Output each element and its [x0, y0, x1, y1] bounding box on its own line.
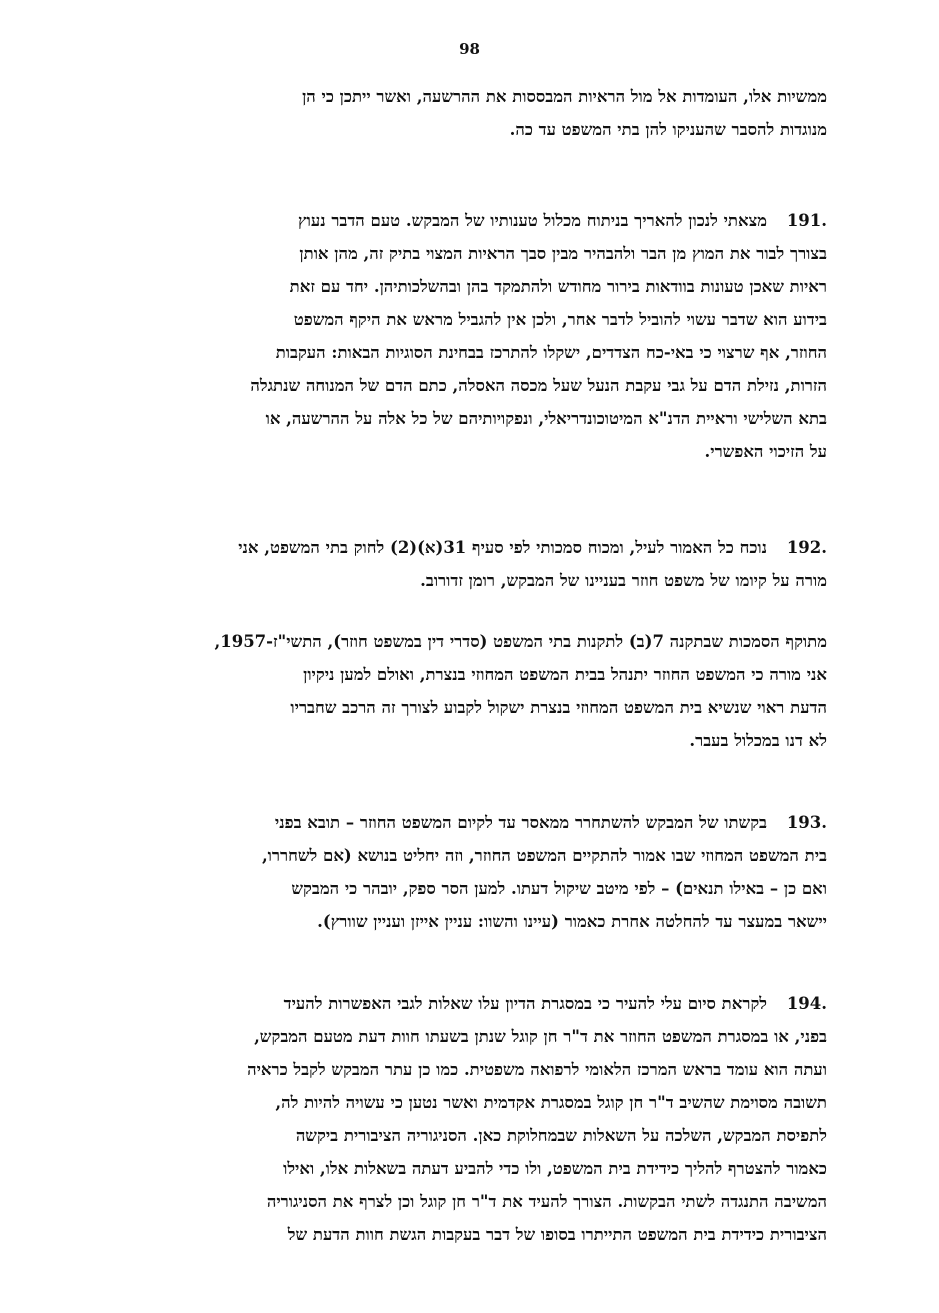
paragraph-number: 192. — [786, 538, 827, 557]
text-line: תשובה מסוימת שהשיב ד"ר חן קוגל במסגרת אקדמית ואשר נטען כי עשויה להיות לה, — [275, 1093, 827, 1112]
text-line: יישאר במעצר עד להחלטה אחרת כאמור (עיינו והשוו: עניין אייזן ועניין שוורץ). — [317, 912, 827, 931]
text-line: לתפיסת המבקש, השלכה על השאלות שבמחלוקת כאן. הסניגוריה הציבורית ביקשה — [295, 1126, 827, 1145]
paragraph-order-venue — [117, 625, 827, 757]
text-line: כאמור להצטרף להליך כידידת בית המשפט, ולו כדי להביע דעתה בשאלות אלו, ואילו — [283, 1159, 827, 1178]
text-line: בצורך לבור את המוץ מן הבר ולהבהיר מבין סבך הראיות המצוי בתיק זה, מהן אותן — [299, 244, 827, 263]
text-line: על הזיכוי האפשרי. — [704, 442, 827, 461]
text-line: בית המשפט המחוזי שבו אמור להתקיים המשפט החוזר, וזה יחליט בנושא (אם לשחררו, — [261, 846, 827, 865]
text-line: ממשיות אלו, העומדות אל מול הראיות המבססות את ההרשעה, ואשר ייתכן כי הן — [302, 87, 827, 106]
paragraph-194 — [117, 987, 827, 1251]
text-line: נוכח כל האמור לעיל, ומכוח סמכותי לפי סעיף 31(א)(2) לחוק בתי המשפט, אני — [238, 538, 767, 557]
text-line: מורה על קיומו של משפט חוזר בעניינו של המבקש, רומן זדורוב. — [420, 571, 827, 590]
paragraph-number: 194. — [786, 994, 827, 1013]
text-line: ראיות שאכן טעונות בוודאות בירור מחודש ולהתמקד בהן ובהשלכותיהן. יחד עם זאת — [289, 277, 827, 296]
text-line: בפני, או במסגרת המשפט החוזר את ד"ר חן קוגל שנתן בשעתו חוות דעת מטעם המבקש, — [254, 1027, 827, 1046]
text-line-with-number — [117, 806, 827, 839]
text-line-with-number — [117, 987, 827, 1020]
paragraph-192 — [117, 531, 827, 597]
text-line: לא דנו במכלול בעבר. — [689, 731, 827, 750]
text-line: אני מורה כי המשפט החוזר יתנהל בבית המשפט המחוזי בנצרת, ואולם למען ניקיון — [303, 665, 827, 684]
text-line-with-number — [117, 204, 827, 237]
text-line: החוזר, אף שרצוי כי באי-כח הצדדים, ישקלו להתרכז בבחינת הסוגיות הבאות: העקבות — [275, 343, 827, 362]
text-line-with-number — [117, 531, 827, 564]
paragraph-193 — [117, 806, 827, 938]
paragraph-number: 193. — [786, 813, 827, 832]
text-line: מתוקף הסמכות שבתקנה 7(ב) לתקנות בתי המשפט (סדרי דין במשפט חוזר), התשי"ז-1957, — [214, 632, 827, 651]
text-line: לקראת סיום עלי להעיר כי במסגרת הדיון עלו שאלות לגבי האפשרות להעיד — [283, 994, 767, 1013]
text-line: הדעת ראוי שנשיא בית המשפט המחוזי בנצרת ישקול לקבוע לצורך זה הרכב שחבריו — [290, 698, 827, 717]
text-line: בידוע הוא שדבר עשוי להוביל לדבר אחר, ולכן אין להגביל מראש את היקף המשפט — [293, 310, 827, 329]
paragraph-number: 191. — [786, 211, 827, 230]
text-line: ועתה הוא עומד בראש המרכז הלאומי לרפואה משפטית. כמו כן עתר המבקש לקבל כראיה — [247, 1060, 827, 1079]
text-line: בקשתו של המבקש להשתחרר ממאסר עד לקיום המשפט החוזר – תובא בפני — [274, 813, 767, 832]
text-line: הציבורית כידידת בית המשפט התייתרו בסופו של דבר בעקבות הגשת חוות הדעת של — [287, 1225, 827, 1244]
text-line: המשיבה התנגדה לשתי הבקשות. הצורך להעיד את ד"ר חן קוגל וכן לצרף את הסניגוריה — [266, 1192, 827, 1211]
text-line: הזרות, נזילת הדם על גבי עקבת הנעל שעל מכסה האסלה, כתם הדם של המנוחה שנתגלה — [250, 376, 827, 395]
text-line: מנוגדות להסבר שהעניקו להן בתי המשפט עד כה. — [509, 120, 827, 139]
text-line: מצאתי לנכון להאריך בניתוח מכלול טענותיו של המבקש. טעם הדבר נעוץ — [298, 211, 767, 230]
page-number: 98 — [459, 40, 480, 58]
paragraph-191 — [117, 204, 827, 468]
paragraph-continuation — [117, 80, 827, 146]
text-line: ואם כן – באילו תנאים) – לפי מיטב שיקול דעתו. למען הסר ספק, יובהר כי המבקש — [291, 879, 827, 898]
text-line: בתא השלישי וראיית הדנ"א המיטוכונדריאלי, ונפקויותיהם של כל אלה על ההרשעה, או — [265, 409, 827, 428]
